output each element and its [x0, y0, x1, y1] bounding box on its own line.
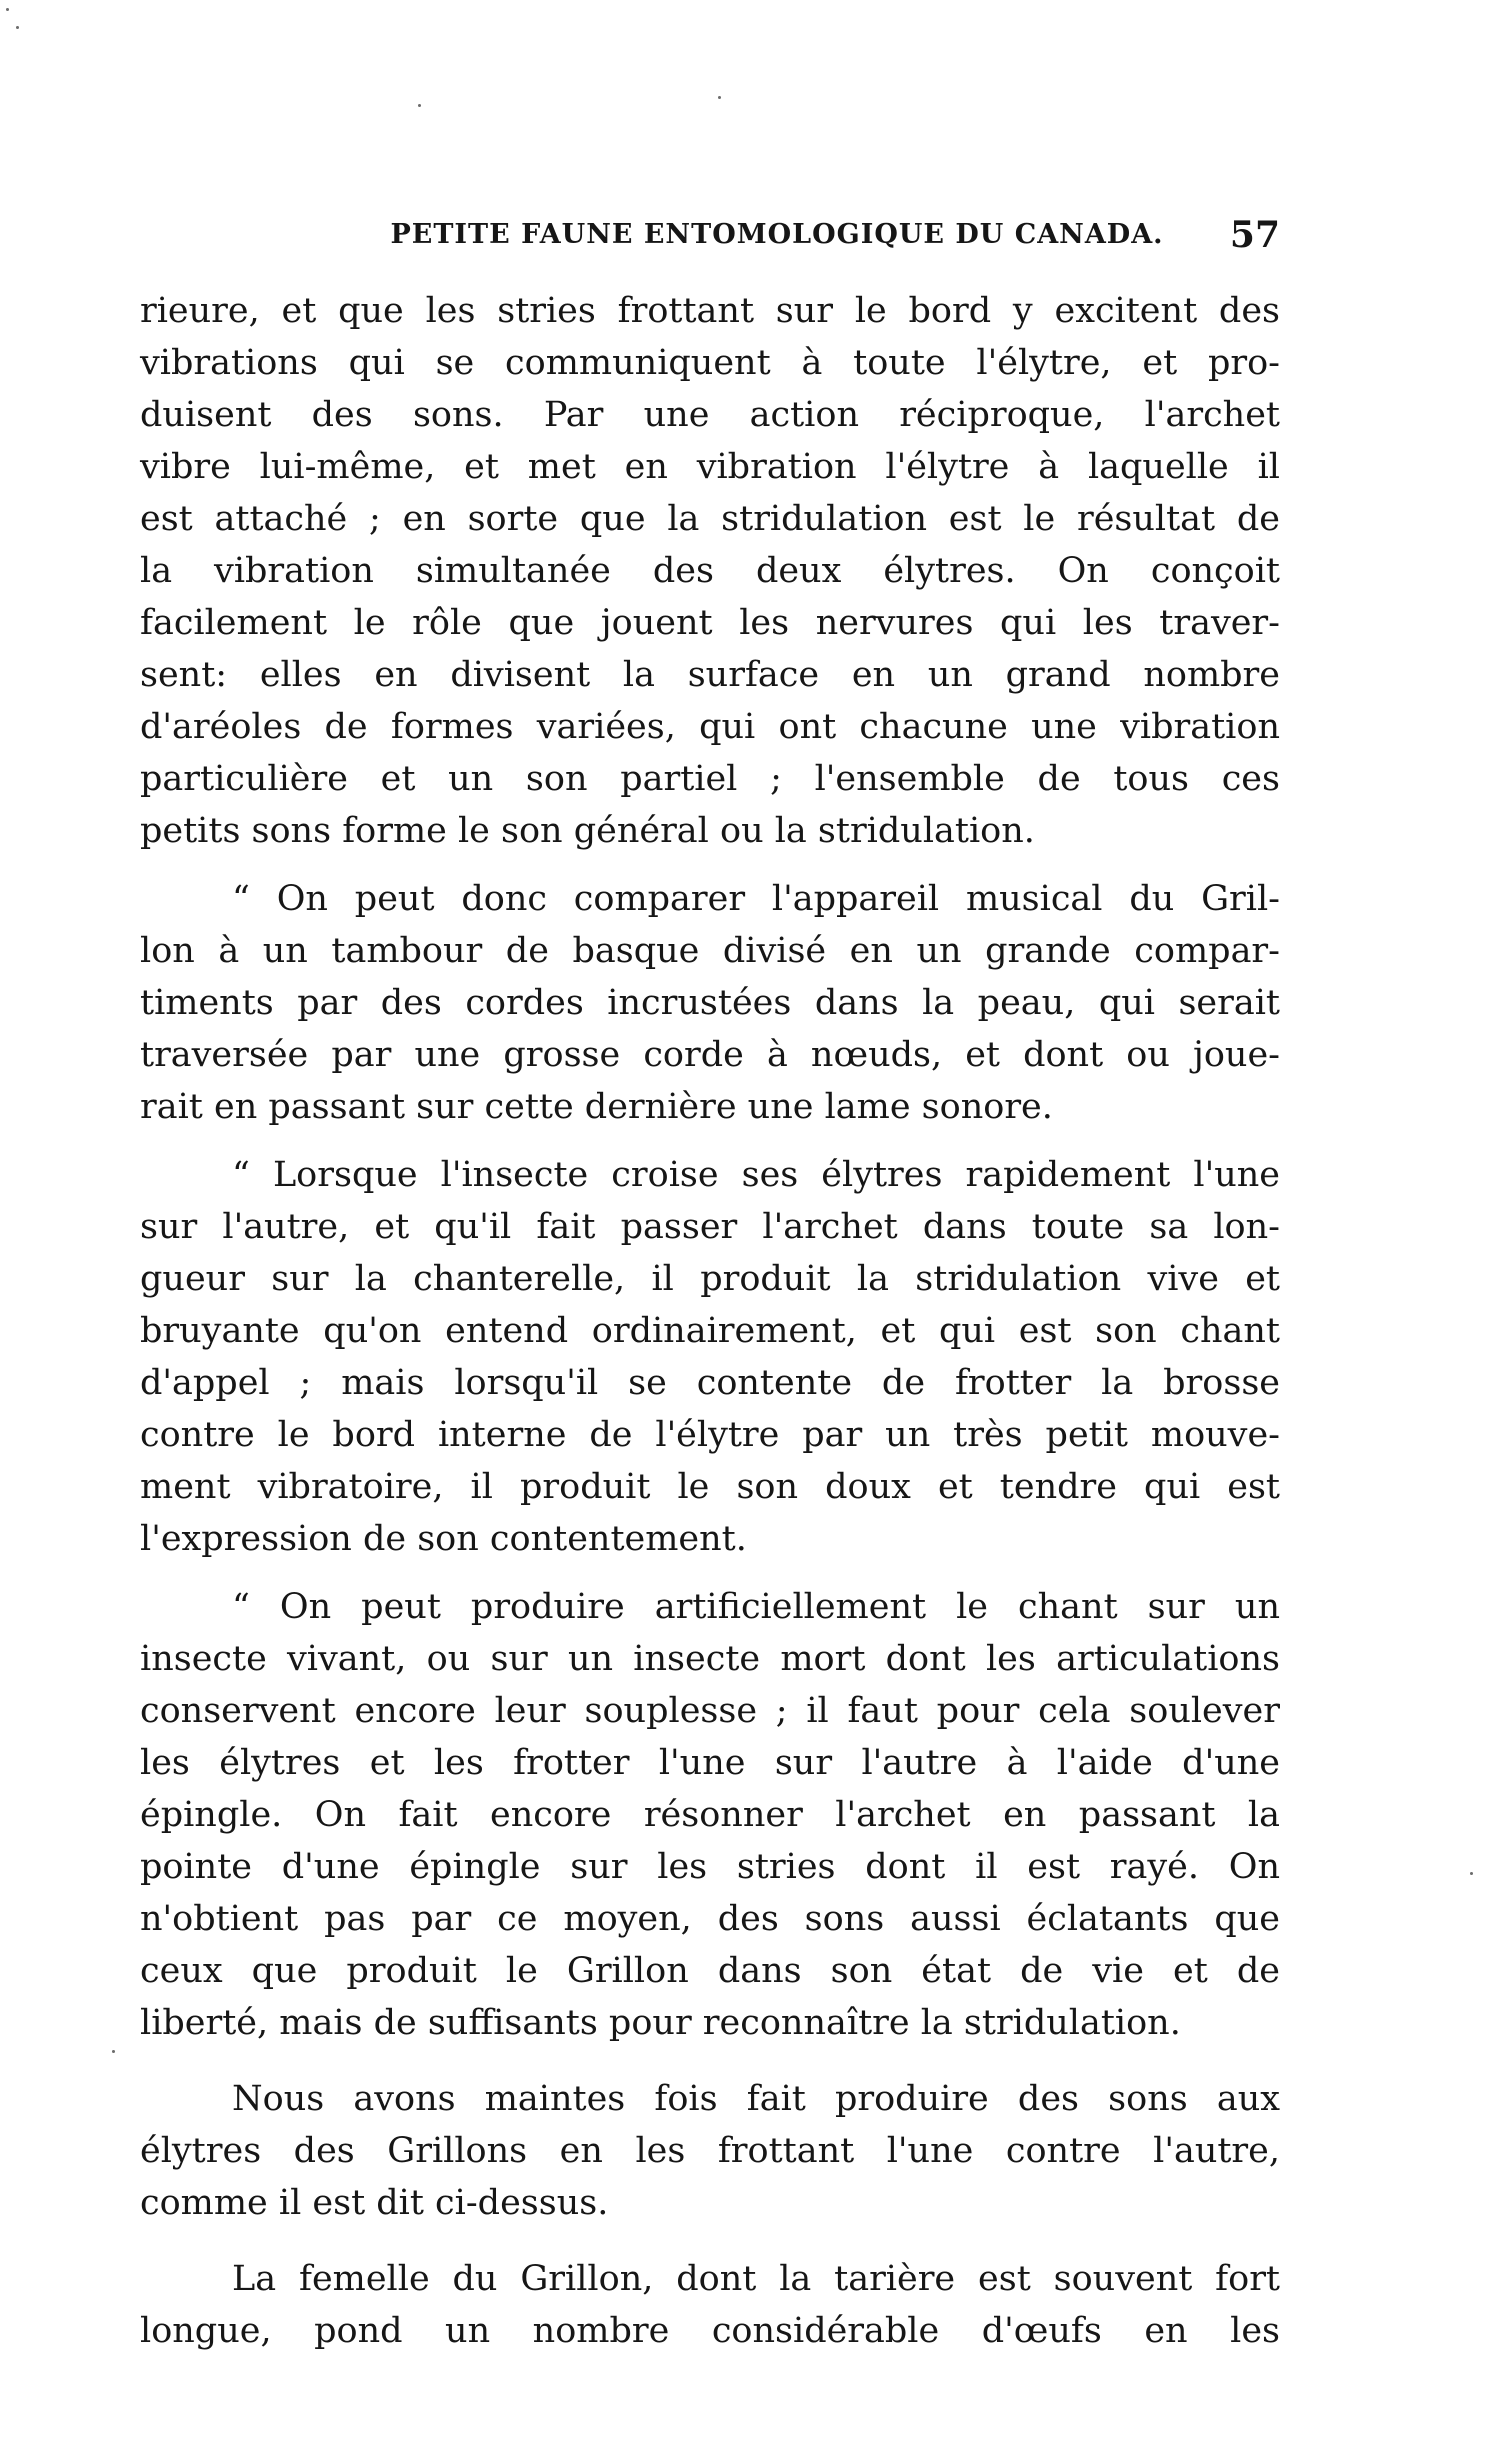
text-line: n'obtient pas par ce moyen, des sons aussi éclatants que: [140, 1899, 1280, 1939]
scan-speck: [418, 104, 421, 107]
text-line: ment vibratoire, il produit le son doux et tendre qui est: [140, 1467, 1280, 1507]
body-text: [140, 285, 1280, 2357]
text-line: longue, pond un nombre considérable d'œufs en les: [140, 2311, 1280, 2351]
text-line: pointe d'une épingle sur les stries dont il est rayé. On: [140, 1847, 1280, 1887]
text-line: petits sons forme le son général ou la stridulation.: [140, 811, 1035, 851]
text-line: conservent encore leur souplesse ; il faut pour cela soulever: [140, 1691, 1280, 1731]
text-line: comme il est dit ci-dessus.: [140, 2183, 609, 2223]
paragraph: [140, 2253, 1280, 2357]
text-line: insecte vivant, ou sur un insecte mort dont les articulations: [140, 1639, 1280, 1679]
text-line: la vibration simultanée des deux élytres. On conçoit: [140, 551, 1280, 591]
text-line: d'appel ; mais lorsqu'il se contente de frotter la brosse: [140, 1363, 1280, 1403]
text-line: traversée par une grosse corde à nœuds, et dont ou joue-: [140, 1035, 1280, 1075]
text-line: “ Lorsque l'insecte croise ses élytres rapidement l'une: [232, 1155, 1280, 1195]
text-line: vibrations qui se communiquent à toute l'élytre, et pro-: [140, 343, 1280, 383]
text-line: rieure, et que les stries frottant sur le bord y excitent des: [140, 291, 1280, 331]
page-header: [140, 205, 1280, 265]
text-line: épingle. On fait encore résonner l'archet en passant la: [140, 1795, 1280, 1835]
scan-speck: [1470, 1872, 1473, 1875]
text-line: lon à un tambour de basque divisé en un grande compar-: [140, 931, 1280, 971]
text-line: facilement le rôle que jouent les nervures qui les traver-: [140, 603, 1280, 643]
text-line: La femelle du Grillon, dont la tarière est souvent fort: [232, 2259, 1280, 2299]
text-line: Nous avons maintes fois fait produire des sons aux: [232, 2079, 1280, 2119]
text-line: rait en passant sur cette dernière une lame sonore.: [140, 1087, 1053, 1127]
scan-speck: [718, 96, 721, 99]
text-line: d'aréoles de formes variées, qui ont chacune une vibration: [140, 707, 1280, 747]
paragraph: [140, 1581, 1280, 2049]
text-line: timents par des cordes incrustées dans la peau, qui serait: [140, 983, 1280, 1023]
text-line: gueur sur la chanterelle, il produit la stridulation vive et: [140, 1259, 1280, 1299]
text-line: sent: elles en divisent la surface en un grand nombre: [140, 655, 1280, 695]
scan-speck: [6, 8, 9, 11]
text-line: liberté, mais de suffisants pour reconnaître la stridulation.: [140, 2003, 1181, 2043]
text-line: ceux que produit le Grillon dans son état de vie et de: [140, 1951, 1280, 1991]
text-line: “ On peut donc comparer l'appareil musical du Gril-: [232, 879, 1280, 919]
text-line: les élytres et les frotter l'une sur l'autre à l'aide d'une: [140, 1743, 1280, 1783]
paragraph: [140, 1149, 1280, 1565]
scan-speck: [16, 26, 19, 29]
text-line: vibre lui-même, et met en vibration l'élytre à laquelle il: [140, 447, 1280, 487]
paragraph: [140, 285, 1280, 857]
text-line: particulière et un son partiel ; l'ensemble de tous ces: [140, 759, 1280, 799]
text-line: élytres des Grillons en les frottant l'une contre l'autre,: [140, 2131, 1280, 2171]
scan-speck: [112, 2050, 115, 2053]
text-line: sur l'autre, et qu'il fait passer l'archet dans toute sa lon-: [140, 1207, 1280, 1247]
text-line: est attaché ; en sorte que la stridulation est le résultat de: [140, 499, 1280, 539]
text-line: “ On peut produire artificiellement le chant sur un: [232, 1587, 1280, 1627]
paragraph: [140, 873, 1280, 1133]
text-line: duisent des sons. Par une action réciproque, l'archet: [140, 395, 1280, 435]
text-line: l'expression de son contentement.: [140, 1519, 747, 1559]
text-line: bruyante qu'on entend ordinairement, et qui est son chant: [140, 1311, 1280, 1351]
page-number: 57: [1229, 214, 1280, 256]
running-title: PETITE FAUNE ENTOMOLOGIQUE DU CANADA.: [390, 219, 1164, 250]
paragraph: [140, 2073, 1280, 2229]
text-line: contre le bord interne de l'élytre par un très petit mouve-: [140, 1415, 1280, 1455]
